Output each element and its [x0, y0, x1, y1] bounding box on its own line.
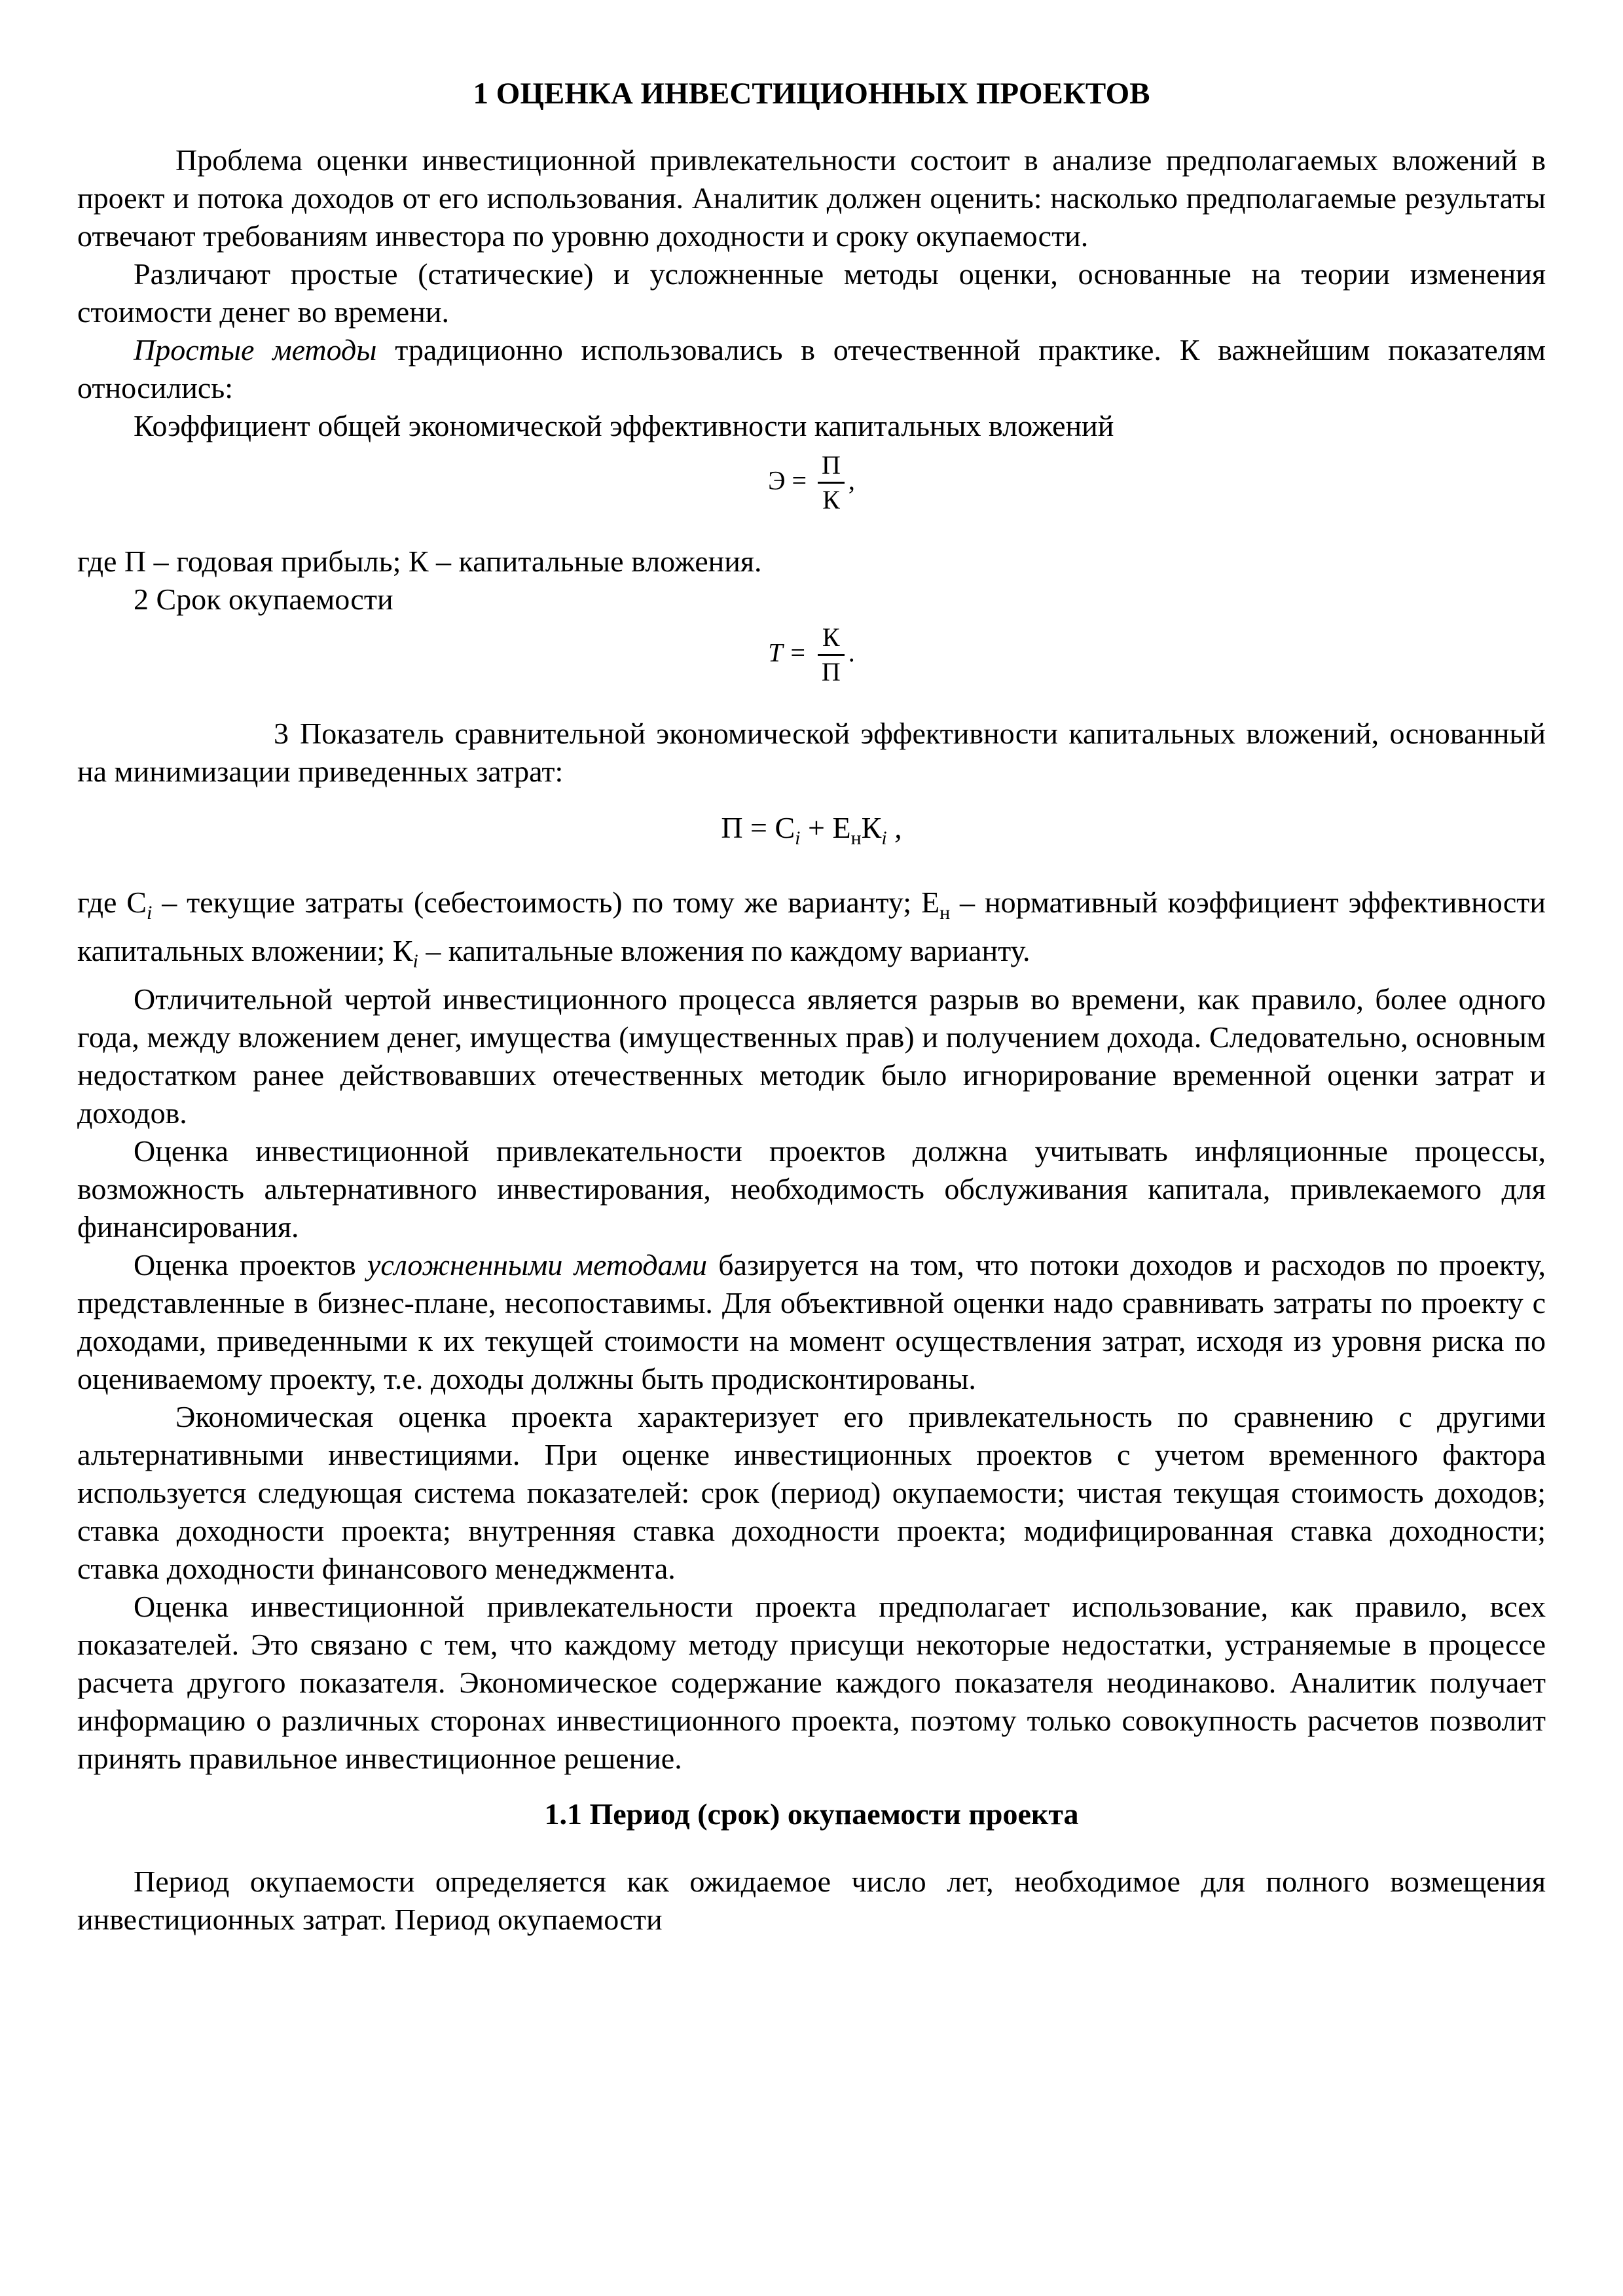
formula-1-explanation: где П – годовая прибыль; К – капитальные вложения.: [77, 545, 762, 578]
explanation-sub: i: [412, 950, 418, 972]
chapter-heading: 1 ОЦЕНКА ИНВЕСТИЦИОННЫХ ПРОЕКТОВ: [473, 77, 1150, 111]
list-item-2: 2 Срок окупаемости: [134, 583, 393, 616]
formula-2-lhs: T =: [768, 637, 807, 668]
formula-3-tail: ,: [886, 811, 902, 844]
explanation-sub: i: [147, 902, 153, 924]
list-item-3: [77, 715, 1546, 791]
paragraph-payback-period: Период окупаемости определяется как ожидаемое число лет, необходимое для полного возмещения инвестиционных затрат. Период окупаемости: [77, 1865, 1546, 1936]
formula-1-tail: ,: [848, 465, 855, 495]
formula-3-explanation: [77, 884, 1546, 980]
paragraph-simple-methods: [77, 331, 1546, 407]
formula-efficiency: [77, 449, 1546, 516]
complex-part: базируется на том, что потоки доходов и расходов по проекту, представленные в бизнес-плане, несопоставимы. Для объективной оценки надо сравнивать затраты по проекту с доходами, приведенными к их текущей стоимости на момент осуществления затрат, исходя из уровня риска по оцениваемому проекту, т.е. доходы должны быть продисконтированы.: [77, 1248, 1546, 1395]
explanation-part: – нормативный коэффициент эффективности капитальных вложении; К: [77, 886, 1546, 967]
formula-3-sub: н: [850, 827, 862, 849]
explanation-sub: н: [939, 902, 951, 924]
paragraph-complex-methods: [77, 1246, 1546, 1398]
formula-3-sub: i: [881, 827, 887, 849]
simple-methods-term: Простые методы: [134, 333, 377, 367]
formula-2-denominator: П: [821, 657, 841, 687]
paragraph-attractiveness: Оценка инвестиционной привлекательности проекта предполагает использование, как правило, всех показателей. Это связано с тем, что каждому методу присущи некоторые недостатки, устраняемые в процессе расчета другого показателя. Экономическое содержание каждого показателя неодинаково. Аналитик получает информацию о различных сторонах инвестиционного проекта, поэтому только совокупность расчетов позволит принять правильное инвестиционное решение.: [77, 1590, 1546, 1775]
explanation-part: – капитальные вложения по каждому варианту.: [418, 934, 1030, 967]
formula-2-numerator: К: [818, 621, 845, 656]
formula-3-part: К: [861, 811, 882, 844]
list-item-3-text: Показатель сравнительной экономической эффективности капитальных вложений, основанный на минимизации приведенных затрат:: [77, 717, 1546, 788]
paragraph-economic-assessment: Экономическая оценка проекта характеризует его привлекательность по сравнению с другими альтернативными инвестициями. При оценке инвестиционных проектов с учетом временного фактора используется следующая система показателей: срок (период) окупаемости; чистая текущая стоимость доходов; ставка доходности проекта; внутренняя ставка доходности проекта; модифицированная ставка доходности; ставка доходности финансового менеджмента.: [77, 1400, 1546, 1585]
formula-1-lhs: Э =: [768, 465, 807, 495]
formula-reduced-costs: [77, 809, 1546, 857]
paragraph-problem: Проблема оценки инвестиционной привлекательности состоит в анализе предполагаемых вложений в проект и потока доходов от его использования. Аналитик должен оценить: насколько предполагаемые результаты отвечают требованиям инвестора по уровню доходности и сроку окупаемости.: [77, 143, 1546, 253]
section-heading: 1.1 Период (срок) окупаемости проекта: [544, 1797, 1079, 1831]
explanation-part: – текущие затраты (себестоимость) по тому же варианту; Е: [152, 886, 940, 919]
formula-3-part: + Е: [800, 811, 851, 844]
simple-methods-text: традиционно использовались в отечественной практике. К важнейшим показателям относились:: [77, 333, 1546, 404]
paragraph-methods: Различают простые (статические) и усложненные методы оценки, основанные на теории изменения стоимости денег во времени.: [77, 257, 1546, 329]
formula-3-sub: i: [795, 827, 801, 849]
page-content: [77, 73, 1546, 1939]
formula-1-denominator: К: [822, 485, 840, 514]
list-item-1: Коэффициент общей экономической эффективности капитальных вложений: [134, 409, 1114, 442]
complex-part: Оценка проектов: [134, 1248, 367, 1282]
formula-1-fraction: [818, 449, 845, 516]
paragraph-inflation: Оценка инвестиционной привлекательности проектов должна учитывать инфляционные процессы, возможность альтернативного инвестирования, необходимость обслуживания капитала, привлекаемого для финансирования.: [77, 1134, 1546, 1244]
list-item-3-number: 3: [274, 717, 289, 750]
explanation-part: где С: [77, 886, 147, 919]
formula-payback: [77, 621, 1546, 689]
formula-3-part: П = С: [721, 811, 795, 844]
formula-2-tail: .: [848, 637, 855, 668]
paragraph-distinctive-feature: Отличительной чертой инвестиционного процесса является разрыв во времени, как правило, более одного года, между вложением денег, имущества (имущественных прав) и получением дохода. Следовательно, основным недостатком ранее действовавших отечественных методик было игнорирование временной оценки затрат и доходов.: [77, 982, 1546, 1130]
formula-1-numerator: П: [818, 449, 845, 484]
complex-methods-term: усложненными методами: [367, 1248, 707, 1282]
formula-2-fraction: [818, 621, 845, 689]
